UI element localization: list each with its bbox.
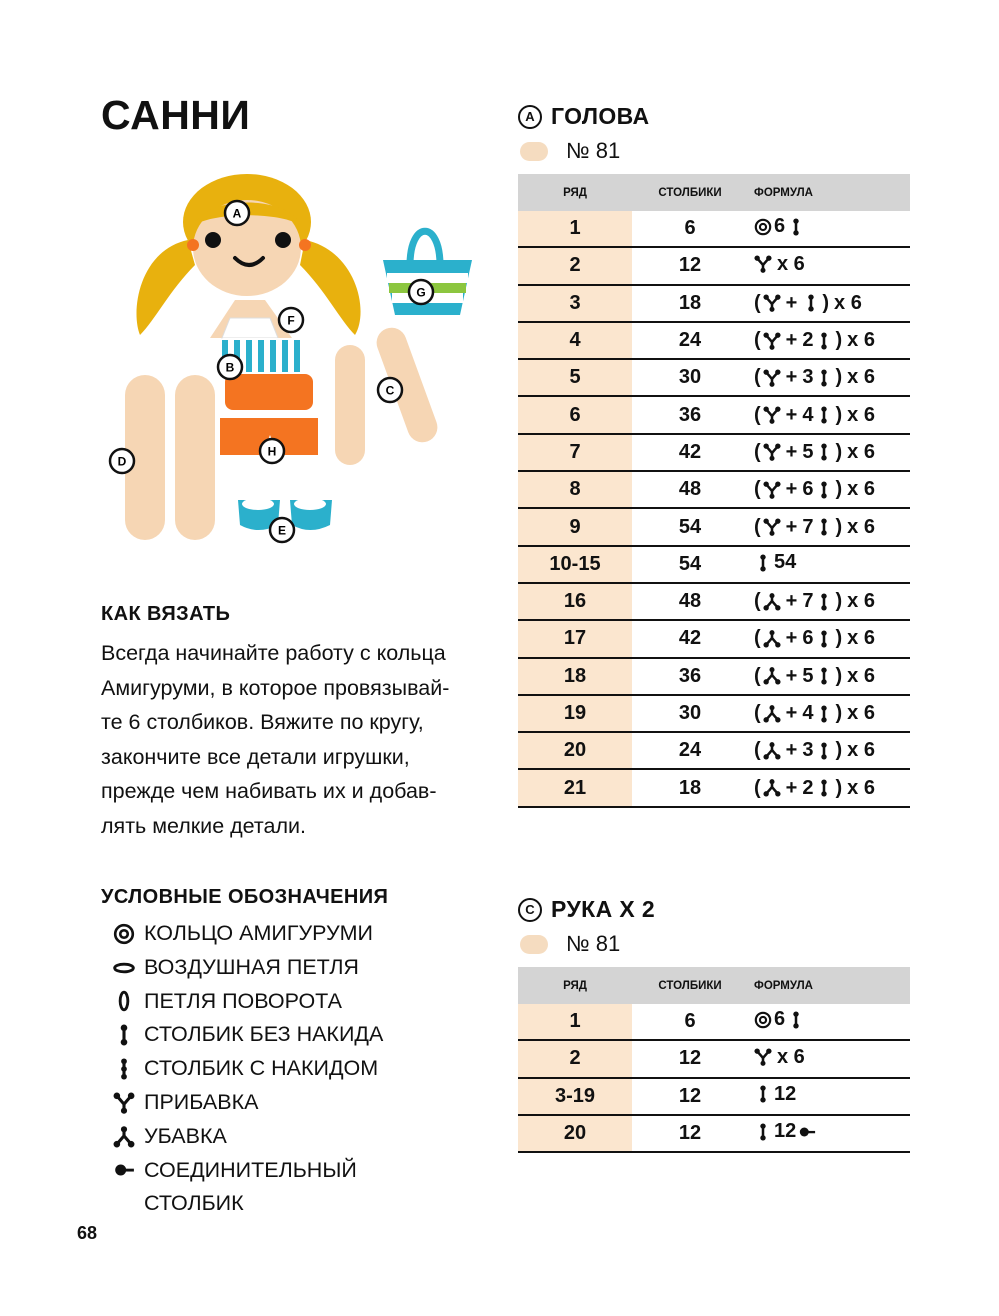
stitch-formula [748,471,910,508]
stitch-formula [748,247,910,284]
formula-token: 4 [802,403,814,426]
formula-token: ) [835,440,843,463]
table-row [518,732,910,769]
left-arm [335,345,365,465]
formula-token: ( [754,329,761,352]
legend-item [104,951,484,985]
stitch-count: 24 [632,322,748,359]
formula-token: ( [754,590,761,613]
stitch-formula [748,695,910,732]
table-row [518,620,910,657]
formula-token: x 6 [847,627,875,650]
svg-text:G: G [416,285,426,300]
formula-token: x 6 [847,478,875,501]
formula-token: ) [835,739,843,762]
section-head-part [518,103,910,808]
formula-token: 5 [802,440,814,463]
single-crochet-icon [815,369,833,387]
formula-token: ( [754,366,761,389]
formula-token: 6 [774,1008,786,1031]
stitch-formula [748,732,910,769]
table-row [518,1004,910,1040]
stitch-count: 12 [632,1078,748,1115]
header-formula: ФОРМУЛА [748,967,910,1004]
formula-token: x 6 [847,739,875,762]
howto-line: прежде чем набивать их и добав- [101,779,437,803]
slip-stitch-icon [104,1154,144,1188]
stitch-formula [748,1004,910,1040]
label-d [110,449,134,473]
formula-token: ( [754,515,761,538]
legend-item [104,917,484,951]
formula-token: ) [835,664,843,687]
pattern-table [518,174,910,808]
left-pigtail [136,240,195,335]
skirt [225,374,313,410]
single-crochet-icon [815,593,833,611]
row-number: 2 [518,1040,632,1077]
label-e [270,518,294,542]
stitch-count: 12 [632,1115,748,1152]
formula-token: + [785,515,798,538]
stitch-count: 42 [632,434,748,471]
single-crochet-icon [815,443,833,461]
legend-label: СОЕДИНИТЕЛЬНЫЙ СТОЛБИК [144,1157,357,1216]
row-number: 16 [518,583,632,620]
formula-token: 3 [802,366,814,389]
label-b [218,355,242,379]
formula-token: 2 [802,329,814,352]
stitch-formula [748,620,910,657]
increase-icon [763,481,781,499]
formula-token: x 6 [847,776,875,799]
table-header [518,967,910,1004]
formula-token: + [785,403,798,426]
decrease-icon [763,667,781,685]
stitch-count: 6 [632,211,748,247]
svg-text:C: C [385,383,395,398]
increase-icon [754,255,772,273]
howto-line: закончите все детали игрушки, [101,744,410,769]
formula-token: 3 [802,739,814,762]
stitch-count: 48 [632,583,748,620]
single-crochet-icon [787,1011,805,1029]
formula-token: ) [822,291,830,314]
legend-label: ВОЗДУШНАЯ ПЕТЛЯ [144,954,359,979]
formula-token: ) [835,702,843,724]
decrease-icon [763,630,781,648]
section-heading [518,103,910,130]
legend-list [104,917,484,1221]
formula-token: ( [754,403,761,426]
legend-heading: УСЛОВНЫЕ ОБОЗНАЧЕНИЯ [101,886,389,908]
table-row [518,434,910,471]
increase-icon [763,332,781,350]
legend-item [104,1086,484,1120]
row-number: 1 [518,211,632,247]
formula-token: ( [754,776,761,799]
formula-token: x 6 [777,252,805,275]
single-crochet-icon [815,481,833,499]
formula-token: + [785,664,798,687]
table-header [518,174,910,211]
magic-ring-icon [754,1011,772,1029]
table-row [518,322,910,359]
row-number: 10-15 [518,546,632,583]
single-crochet-icon [787,218,805,236]
page-title: САННИ [101,92,251,138]
stitch-formula [748,583,910,620]
formula-token: x 6 [777,1045,805,1068]
single-crochet-icon [815,630,833,648]
formula-token: + [785,478,798,501]
formula-token: + [785,627,798,650]
single-crochet-icon [754,1123,772,1141]
stitch-formula [748,546,910,583]
increase-icon [763,443,781,461]
single-crochet-icon [815,667,833,685]
svg-text:E: E [277,523,287,538]
legend-label: СТОЛБИК БЕЗ НАКИДА [144,1022,384,1047]
table-row [518,695,910,732]
stitch-count: 48 [632,471,748,508]
increase-icon [763,369,781,387]
header-stitches: СТОЛБИКИ [632,174,748,211]
svg-text:B: B [225,360,235,375]
yarn-number: № 81 [566,931,621,956]
header-stitches: СТОЛБИКИ [632,967,748,1004]
page-number: 68 [77,1223,98,1243]
legend-item [104,1018,484,1052]
label-f [279,308,303,332]
single-crochet-icon [815,742,833,760]
formula-token: + [785,739,798,762]
formula-token: 6 [802,627,814,650]
formula-token: + [785,329,798,352]
row-number: 20 [518,732,632,769]
table-row [518,658,910,695]
legend-item [104,1154,484,1222]
part-badge: A [518,105,542,129]
label-c [378,378,402,402]
section-arm-part [518,896,910,1153]
formula-token: ( [754,664,761,687]
stitch-count: 54 [632,546,748,583]
formula-token: + [785,440,798,463]
header-row: РЯД [518,967,632,1004]
formula-token: ) [835,478,843,501]
increase-icon [754,1048,772,1066]
bag-handle [410,231,440,265]
howto-line: лять мелкие детали. [101,813,307,838]
formula-token: x 6 [847,329,875,352]
formula-token: ( [754,478,761,501]
yarn-info [520,931,910,957]
row-number: 21 [518,769,632,806]
table-row [518,471,910,508]
row-number: 8 [518,471,632,508]
formula-token: + [785,776,798,799]
row-number: 4 [518,322,632,359]
row-number: 20 [518,1115,632,1152]
row-number: 7 [518,434,632,471]
formula-token: + [785,291,798,314]
howto-line: те 6 столбиков. Вяжите по кругу, [101,710,424,734]
single-crochet-icon [754,554,772,572]
howto-paragraph [101,636,496,843]
single-crochet-icon [815,332,833,350]
single-crochet-icon [815,779,833,797]
increase-icon [763,406,781,424]
row-number: 17 [518,620,632,657]
formula-token: + [785,702,798,724]
formula-token: ) [835,627,843,650]
table-row [518,285,910,322]
formula-token: x 6 [847,702,875,724]
stitch-formula [748,322,910,359]
formula-token: x 6 [847,440,875,463]
turning-chain-icon [104,985,144,1019]
table-row [518,1040,910,1077]
section-title: РУКА X 2 [551,896,656,922]
formula-token: ) [835,776,843,799]
table-row [518,359,910,396]
left-eye [205,232,221,248]
slip-stitch-icon [798,1123,816,1141]
row-number: 6 [518,396,632,433]
formula-token: ) [835,366,843,389]
stitch-formula [748,396,910,433]
formula-token: 5 [802,664,814,687]
row-number: 1 [518,1004,632,1040]
legend-label: УБАВКА [144,1123,227,1148]
single-crochet-icon [802,294,820,312]
right-eye [275,232,291,248]
svg-text:F: F [287,313,295,328]
single-crochet-icon [754,1085,772,1103]
increase-icon [104,1086,144,1120]
stitch-formula [748,434,910,471]
yarn-color-swatch [520,142,548,161]
formula-token: x 6 [834,291,862,314]
stitch-count: 24 [632,732,748,769]
label-h [260,439,284,463]
legend-label: КОЛЬЦО АМИГУРУМИ [144,921,374,945]
stitch-formula [748,508,910,545]
formula-token: 12 [774,1082,797,1105]
stitch-count: 42 [632,620,748,657]
section-heading [518,896,910,923]
right-pigtail [300,240,361,335]
label-a [225,201,249,225]
formula-token: ( [754,739,761,762]
stitch-formula [748,1115,910,1152]
increase-icon [763,518,781,536]
formula-token: x 6 [847,403,875,426]
svg-text:H: H [267,444,277,459]
formula-token: x 6 [847,664,875,687]
row-number: 18 [518,658,632,695]
stitch-formula [748,658,910,695]
decrease-icon [763,742,781,760]
label-g [409,280,433,304]
part-badge: C [518,898,542,922]
decrease-icon [763,779,781,797]
stitch-formula [748,211,910,247]
yarn-color-swatch [520,935,548,954]
header-formula: ФОРМУЛА [748,174,910,211]
formula-token: ) [835,403,843,426]
stitch-count: 18 [632,285,748,322]
stitch-formula [748,769,910,806]
svg-text:A: A [232,206,242,221]
legend-item [104,1052,484,1086]
legend-label: ПРИБАВКА [144,1089,259,1114]
stitch-count: 30 [632,695,748,732]
stitch-count: 12 [632,1040,748,1077]
formula-token: ) [835,329,843,352]
yarn-number: № 81 [566,138,621,163]
formula-token: + [785,366,798,389]
formula-token: ) [835,515,843,538]
stitch-count: 12 [632,247,748,284]
legend-label: СТОЛБИК С НАКИДОМ [144,1056,379,1081]
formula-token: x 6 [847,366,875,389]
formula-token: ) [835,590,843,613]
stitch-count: 6 [632,1004,748,1040]
howto-line: Амигуруми, в которое провязывай- [101,675,450,700]
stitch-count: 54 [632,508,748,545]
header-row: РЯД [518,174,632,211]
section-title: ГОЛОВА [551,103,650,129]
row-number: 2 [518,247,632,284]
formula-token: 4 [802,702,814,724]
stitch-count: 30 [632,359,748,396]
row-number: 9 [518,508,632,545]
pattern-table [518,967,910,1153]
formula-token: x 6 [847,590,875,613]
decrease-icon [763,593,781,611]
svg-text:D: D [117,454,127,469]
formula-token: 54 [774,551,797,574]
howto-line: Всегда начинайте работу с кольца [101,641,446,665]
table-row [518,508,910,545]
formula-token: 2 [802,776,814,799]
decrease-icon [104,1120,144,1154]
chain-stitch-icon [104,951,144,985]
stitch-formula [748,359,910,396]
table-row [518,1115,910,1152]
stitch-formula [748,285,910,322]
howto-heading: КАК ВЯЗАТЬ [101,603,231,625]
legend-label: ПЕТЛЯ ПОВОРОТА [144,988,342,1013]
legend-item [104,1120,484,1154]
stitch-count: 36 [632,396,748,433]
increase-icon [763,294,781,312]
row-number: 3 [518,285,632,322]
table-row [518,396,910,433]
formula-token: 7 [802,590,814,613]
stitch-count: 36 [632,658,748,695]
decrease-icon [763,705,781,723]
stitch-count: 18 [632,769,748,806]
table-row [518,546,910,583]
formula-token: ( [754,440,761,463]
double-crochet-icon [104,1052,144,1086]
single-crochet-icon [815,705,833,723]
table-row [518,583,910,620]
formula-token: 7 [802,515,814,538]
row-number: 3-19 [518,1078,632,1115]
legend-item [104,985,484,1019]
formula-token: ( [754,702,761,724]
doll-illustration [100,170,480,560]
single-crochet-icon [815,518,833,536]
magic-ring-icon [104,917,144,951]
yarn-info [520,138,910,164]
formula-token: 12 [774,1120,797,1143]
table-row [518,211,910,247]
row-number: 19 [518,695,632,732]
formula-token: ( [754,291,761,314]
formula-token: 6 [774,215,786,238]
magic-ring-icon [754,218,772,236]
formula-token: + [785,590,798,613]
table-row [518,1078,910,1115]
formula-token: x 6 [847,515,875,538]
row-number: 5 [518,359,632,396]
single-crochet-icon [815,406,833,424]
stitch-formula [748,1078,910,1115]
table-row [518,247,910,284]
formula-token: 6 [802,478,814,501]
formula-token: ( [754,627,761,650]
single-crochet-icon [104,1018,144,1052]
right-leg [175,375,215,540]
table-row [518,769,910,806]
stitch-formula [748,1040,910,1077]
